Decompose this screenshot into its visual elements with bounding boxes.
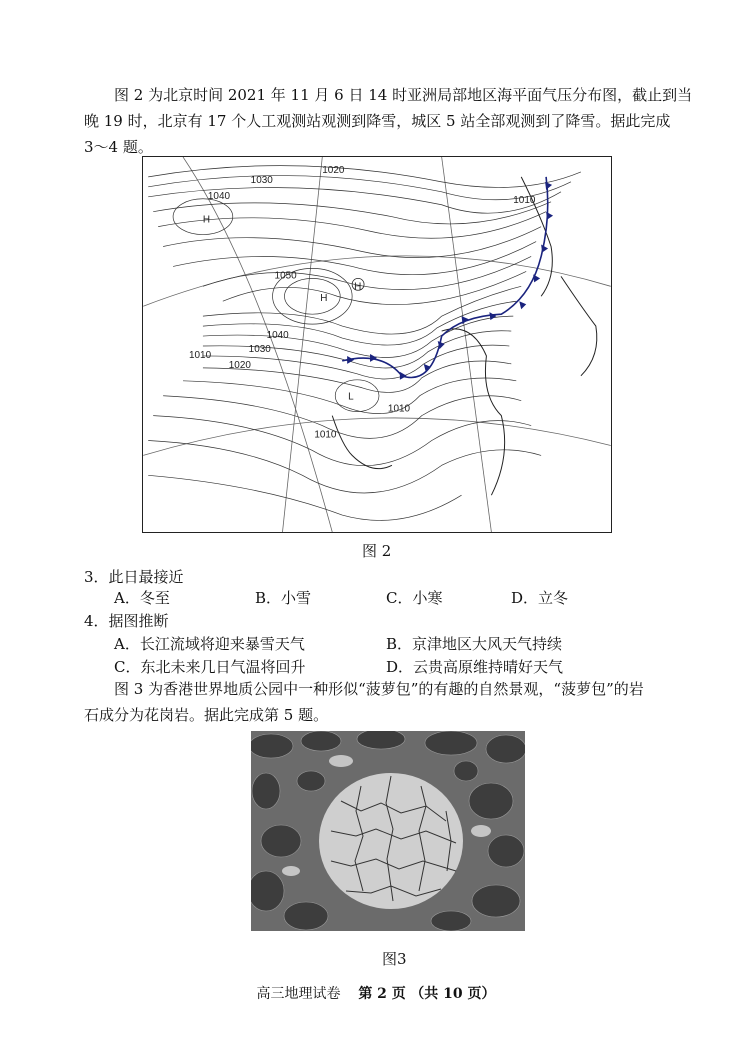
svg-text:1040: 1040	[207, 190, 231, 202]
q4-option-c: C．东北未来几日气温将回升	[114, 658, 306, 676]
cold-front-line	[342, 177, 548, 378]
q3-option-d: D．立冬	[511, 589, 569, 607]
figure-3-caption: 图3	[382, 950, 407, 968]
svg-text:H: H	[202, 214, 211, 226]
question-4-stem: 4．据图推断	[84, 612, 169, 630]
figure-3-photo	[251, 731, 525, 931]
q4-option-d: D．云贵高原维持晴好天气	[386, 658, 564, 676]
svg-text:1010: 1010	[513, 194, 536, 206]
intro-line-2: 晚 19 时，北京有 17 个人工观测站观测到降雪，城区 5 站全部观测到了降雪。据此完成	[84, 112, 671, 130]
svg-text:1040: 1040	[266, 330, 289, 342]
svg-text:1020: 1020	[228, 359, 251, 371]
svg-text:L: L	[348, 391, 354, 403]
footer-page: 第 2 页	[358, 986, 406, 1002]
intro-line-1: 图 2 为北京时间 2021 年 11 月 6 日 14 时亚洲局部地区海平面气压分布图，截止到当	[114, 86, 693, 104]
figure-2-caption: 图 2	[362, 542, 392, 560]
question-3-stem: 3．此日最接近	[84, 568, 184, 586]
svg-text:H: H	[320, 293, 328, 305]
figure-2-pressure-map	[142, 156, 612, 533]
svg-text:1030: 1030	[248, 343, 271, 355]
pressure-map-svg	[143, 157, 611, 532]
q4-option-b: B．京津地区大风天气持续	[386, 635, 563, 653]
intro2-paragraph	[84, 676, 644, 728]
svg-text:1020: 1020	[322, 164, 345, 176]
page-footer	[0, 983, 752, 1003]
footer-total: （共 10 页）	[410, 986, 496, 1002]
svg-text:H: H	[354, 281, 362, 293]
q3-option-b: B．小雪	[255, 589, 312, 607]
svg-text:1010: 1010	[387, 403, 411, 415]
q3-option-a: A．冬至	[114, 589, 170, 607]
intro2-line-1: 图 3 为香港世界地质公园中一种形似“菠萝包”的有趣的自然景观，“菠萝包”的岩	[114, 680, 644, 698]
q3-option-c: C．小寒	[386, 589, 443, 607]
pineapple-bun-rock-photo	[251, 731, 525, 931]
intro2-line-2: 石成分为花岗岩。据此完成第 5 题。	[84, 706, 329, 724]
svg-text:1010: 1010	[314, 429, 337, 441]
svg-text:1010: 1010	[189, 349, 212, 361]
intro-paragraph	[84, 82, 693, 160]
svg-text:1050: 1050	[274, 270, 297, 282]
q4-option-a: A．长江流域将迎来暴雪天气	[114, 635, 305, 653]
footer-subject: 高三地理试卷	[256, 986, 341, 1002]
intro-line-3: 3～4 题。	[84, 138, 153, 156]
svg-text:1030: 1030	[250, 174, 273, 186]
